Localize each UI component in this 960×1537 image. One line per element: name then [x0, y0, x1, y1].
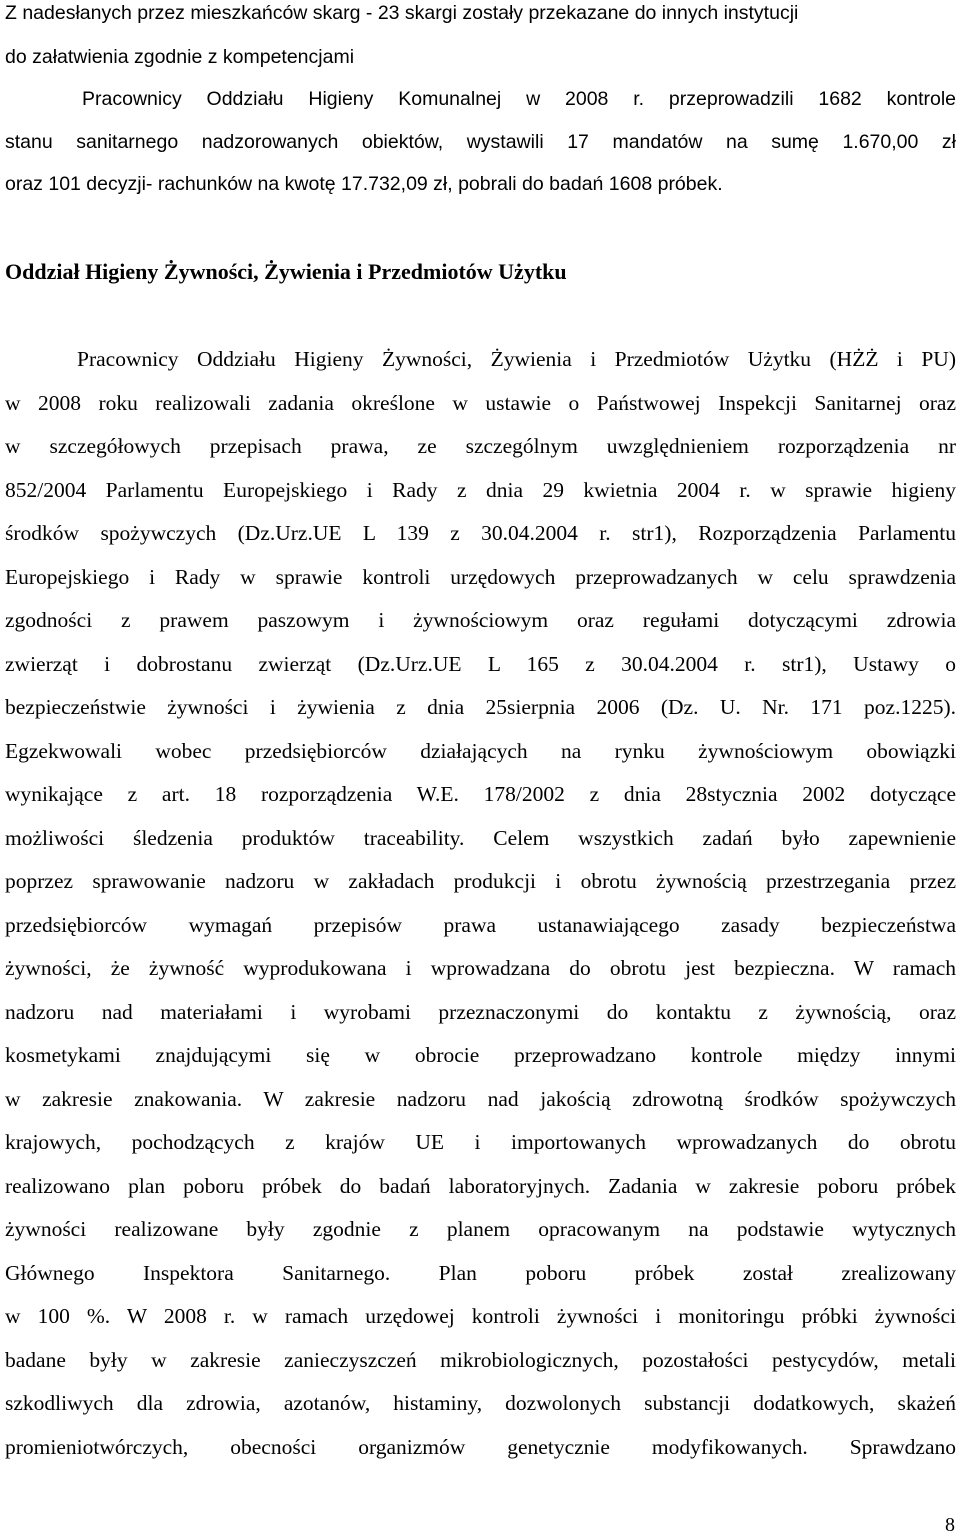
body-line: szkodliwych dla zdrowia, azotanów, histaminy, dozwolonych substancji dodatkowych, skażeń: [5, 1391, 956, 1415]
body-line: wynikające z art. 18 rozporządzenia W.E. 178/2002 z dnia 28stycznia 2002 dotyczące: [5, 782, 956, 806]
body-line: w szczegółowych przepisach prawa, ze szczególnym uwzględnieniem rozporządzenia nr: [5, 434, 956, 458]
page-number: 8: [945, 1514, 955, 1536]
body-line: 852/2004 Parlamentu Europejskiego i Rady z dnia 29 kwietnia 2004 r. w sprawie higieny: [5, 478, 956, 502]
body-line: bezpieczeństwie żywności i żywienia z dnia 25sierpnia 2006 (Dz. U. Nr. 171 poz.1225).: [5, 695, 956, 719]
body-line: Pracownicy Oddziału Higieny Żywności, Żywienia i Przedmiotów Użytku (HŻŻ i PU): [77, 347, 956, 371]
intro-line-1: Z nadesłanych przez mieszkańców skarg - 23 skargi zostały przekazane do innych instytucji: [5, 2, 799, 24]
body-line: poprzez sprawowanie nadzoru w zakładach produkcji i obrotu żywnością przestrzegania przez: [5, 869, 956, 893]
body-line: możliwości śledzenia produktów traceability. Celem wszystkich zadań było zapewnienie: [5, 826, 956, 850]
body-line: zgodności z prawem paszowym i żywnościowym oraz regułami dotyczącymi zdrowia: [5, 608, 956, 632]
section-heading: Oddział Higieny Żywności, Żywienia i Przedmiotów Użytku: [5, 259, 567, 284]
body-line: żywności realizowane były zgodnie z planem opracowanym na podstawie wytycznych: [5, 1217, 956, 1241]
body-line: kosmetykami znajdującymi się w obrocie przeprowadzano kontrole między innymi: [5, 1043, 956, 1067]
body-line: zwierząt i dobrostanu zwierząt (Dz.Urz.UE L 165 z 30.04.2004 r. str1), Ustawy o: [5, 652, 956, 676]
intro-line-2: do załatwienia zgodnie z kompetencjami: [5, 46, 355, 68]
body-line: w zakresie znakowania. W zakresie nadzoru nad jakością zdrowotną środków spożywczych: [5, 1087, 956, 1111]
body-line: środków spożywczych (Dz.Urz.UE L 139 z 30.04.2004 r. str1), Rozporządzenia Parlamentu: [5, 521, 956, 545]
body-line: przedsiębiorców wymagań przepisów prawa ustanawiającego zasady bezpieczeństwa: [5, 913, 956, 937]
body-line: żywności, że żywność wyprodukowana i wprowadzana do obrotu jest bezpieczna. W ramach: [5, 956, 956, 980]
body-line: Głównego Inspektora Sanitarnego. Plan poboru próbek został zrealizowany: [5, 1261, 956, 1285]
intro-line-3: Pracownicy Oddziału Higieny Komunalnej w 2008 r. przeprowadzili 1682 kontrole: [82, 88, 956, 110]
intro-line-5: oraz 101 decyzji- rachunków na kwotę 17.732,09 zł, pobrali do badań 1608 próbek.: [5, 173, 723, 195]
intro-line-4: stanu sanitarnego nadzorowanych obiektów, wystawili 17 mandatów na sumę 1.670,00 zł: [5, 131, 956, 153]
body-line: promieniotwórczych, obecności organizmów genetycznie modyfikowanych. Sprawdzano: [5, 1435, 956, 1459]
body-line: Europejskiego i Rady w sprawie kontroli urzędowych przeprowadzanych w celu sprawdzenia: [5, 565, 956, 589]
body-line: w 100 %. W 2008 r. w ramach urzędowej kontroli żywności i monitoringu próbki żywności: [5, 1304, 956, 1328]
body-line: realizowano plan poboru próbek do badań laboratoryjnych. Zadania w zakresie poboru próbek: [5, 1174, 956, 1198]
body-line: krajowych, pochodzących z krajów UE i importowanych wprowadzanych do obrotu: [5, 1130, 956, 1154]
body-line: Egzekwowali wobec przedsiębiorców działających na rynku żywnościowym obowiązki: [5, 739, 956, 763]
body-line: badane były w zakresie zanieczyszczeń mikrobiologicznych, pozostałości pestycydów, metali: [5, 1348, 956, 1372]
body-line: nadzoru nad materiałami i wyrobami przeznaczonymi do kontaktu z żywnością, oraz: [5, 1000, 956, 1024]
body-line: w 2008 roku realizowali zadania określone w ustawie o Państwowej Inspekcji Sanitarnej oraz: [5, 391, 956, 415]
